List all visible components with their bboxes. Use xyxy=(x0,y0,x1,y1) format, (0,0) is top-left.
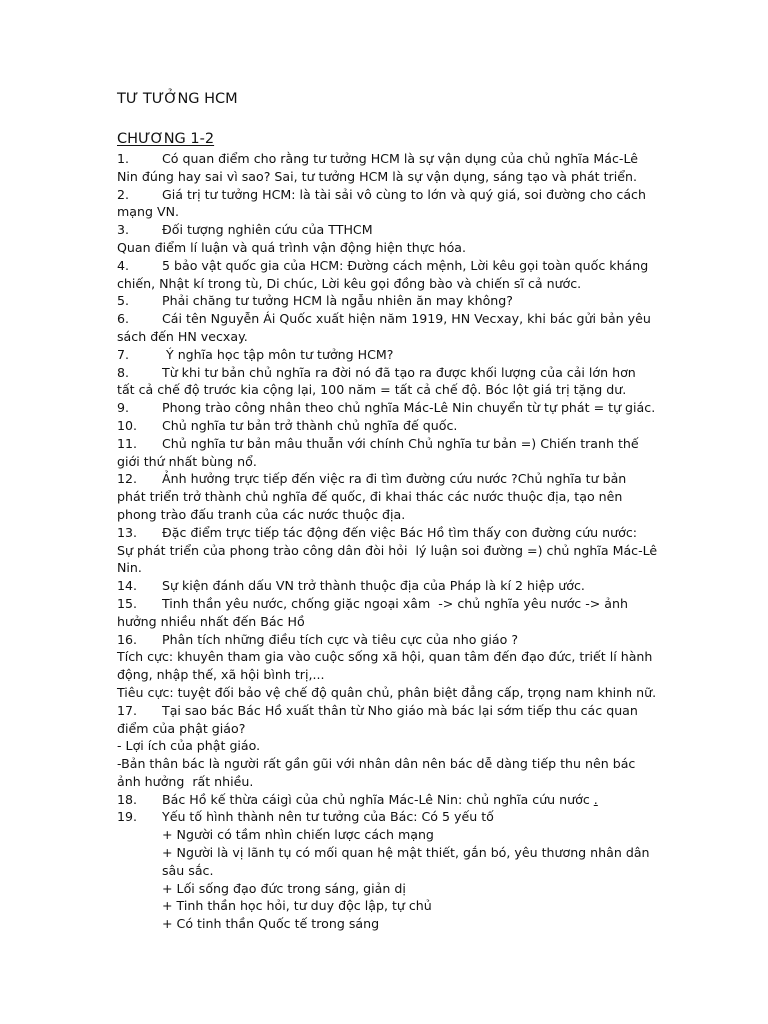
line-text: -Bản thân bác là người rất gần gũi với nhân dân nên bác dễ dàng tiếp thu nên bác xyxy=(117,756,636,772)
item-number: 16. xyxy=(117,631,138,647)
item-number: 15. xyxy=(117,595,138,611)
line-text: Yếu tố hình thành nên tư tưởng của Bác: Có 5 yếu tố xyxy=(162,809,494,825)
line-text: Bác Hồ kế thừa cáigì của chủ nghĩa Mác-Lê Nin: chủ nghĩa cứu nước xyxy=(162,791,594,807)
text-line xyxy=(117,613,657,631)
numbered-item-line xyxy=(117,435,657,453)
numbered-item-line xyxy=(117,292,657,310)
item-number: 19. xyxy=(117,809,138,825)
line-text: Ý nghĩa học tập môn tư tưởng HCM? xyxy=(162,346,394,362)
item-number: 10. xyxy=(117,417,138,433)
numbered-item-line xyxy=(117,524,657,542)
item-number: 7. xyxy=(117,346,130,362)
text-line xyxy=(117,559,657,577)
chapter-heading: CHƯƠNG 1-2 xyxy=(117,131,215,147)
text-line xyxy=(117,506,657,524)
text-line xyxy=(117,862,657,880)
line-text: 5 bảo vật quốc gia của HCM: Đường cách mệnh, Lời kêu gọi toàn quốc kháng xyxy=(162,257,649,273)
line-text: Đối tượng nghiên cứu của TTHCM xyxy=(162,222,373,238)
numbered-item-line xyxy=(117,364,657,382)
text-line xyxy=(117,720,657,738)
document-body xyxy=(117,150,657,933)
document-title: TƯ TƯỞNG HCM xyxy=(117,91,238,107)
text-line xyxy=(117,666,657,684)
item-number: 9. xyxy=(117,400,130,416)
line-text: Nin đúng hay sai vì sao? Sai, tư tưởng HCM là sự vận dụng, sáng tạo và phát triển. xyxy=(117,168,637,184)
text-line xyxy=(117,755,657,773)
item-number: 1. xyxy=(117,151,130,166)
line-text: Tại sao bác Bác Hồ xuất thân từ Nho giáo mà bác lại sớm tiếp thu các quan xyxy=(162,702,638,718)
line-text: Tiêu cực: tuyệt đối bảo vệ chế độ quân chủ, phân biệt đẳng cấp, trọng nam khinh nữ. xyxy=(117,684,657,700)
numbered-item-line xyxy=(117,577,657,595)
line-text: Quan điểm lí luận và quá trình vận động hiện thực hóa. xyxy=(117,239,467,255)
numbered-item-line xyxy=(117,310,657,328)
line-text: Tinh thần yêu nước, chống giặc ngoại xâm -> chủ nghĩa yêu nước -> ảnh xyxy=(162,595,628,611)
line-text: Đặc điểm trực tiếp tác động đến việc Bác Hồ tìm thấy con đường cứu nước: xyxy=(162,524,638,540)
line-text: + Lối sống đạo đức trong sáng, giản dị xyxy=(162,880,406,896)
text-line xyxy=(117,328,657,346)
text-line xyxy=(117,542,657,560)
numbered-item-line xyxy=(117,399,657,417)
line-text: + Có tinh thần Quốc tế trong sáng xyxy=(162,916,380,932)
underlined-trailing-mark: . xyxy=(593,791,598,807)
numbered-item-line xyxy=(117,791,657,809)
text-line xyxy=(117,844,657,862)
line-text: Nin. xyxy=(117,560,142,576)
line-text: ảnh hưởng rất nhiều. xyxy=(117,773,254,789)
line-text: điểm của phật giáo? xyxy=(117,720,246,736)
item-number: 17. xyxy=(117,702,138,718)
numbered-item-line xyxy=(117,595,657,613)
line-text: Phân tích những điều tích cực và tiêu cực của nho giáo ? xyxy=(162,631,519,647)
line-text: Ảnh hưởng trực tiếp đến việc ra đi tìm đường cứu nước ?Chủ nghĩa tư bản xyxy=(162,471,627,487)
text-line xyxy=(117,275,657,293)
line-text: Sự kiện đánh dấu VN trở thành thuộc địa của Pháp là kí 2 hiệp ước. xyxy=(162,578,585,594)
item-number: 5. xyxy=(117,293,130,309)
text-line xyxy=(117,648,657,666)
item-number: 2. xyxy=(117,186,130,202)
numbered-item-line xyxy=(117,150,657,168)
text-line xyxy=(117,826,657,844)
numbered-item-line xyxy=(117,417,657,435)
numbered-item-line xyxy=(117,470,657,488)
text-line xyxy=(117,168,657,186)
item-number: 12. xyxy=(117,471,138,487)
item-number: 11. xyxy=(117,435,138,451)
text-line xyxy=(117,239,657,257)
numbered-item-line xyxy=(117,346,657,364)
text-line xyxy=(117,880,657,898)
line-text: Giá trị tư tưởng HCM: là tài sải vô cùng to lớn và quý giá, soi đường cho cách xyxy=(162,186,646,202)
line-text: Tích cực: khuyên tham gia vào cuộc sống xã hội, quan tâm đến đạo đức, triết lí hành xyxy=(117,649,653,665)
text-line xyxy=(117,453,657,471)
line-text: Chủ nghĩa tư bản mâu thuẫn với chính Chủ nghĩa tư bản =) Chiến tranh thế xyxy=(162,435,639,451)
text-line xyxy=(117,737,657,755)
item-number: 18. xyxy=(117,791,138,807)
text-line xyxy=(117,897,657,915)
line-text: tất cả chế độ trước kia cộng lại, 100 năm = tất cả chế độ. Bóc lột giá trị tặng dư. xyxy=(117,382,627,398)
line-text: + Người có tầm nhìn chiến lược cách mạng xyxy=(162,827,434,843)
line-text: - Lợi ích của phật giáo. xyxy=(117,738,261,754)
numbered-item-line xyxy=(117,631,657,649)
line-text: + Người là vị lãnh tụ có mối quan hệ mật thiết, gắn bó, yêu thương nhân dân xyxy=(162,845,650,861)
line-text: Cái tên Nguyễn Ái Quốc xuất hiện năm 1919, HN Vecxay, khi bác gửi bản yêu xyxy=(162,311,651,327)
line-text: mạng VN. xyxy=(117,204,180,220)
text-line xyxy=(117,203,657,221)
line-text: + Tinh thần học hỏi, tư duy độc lập, tự chủ xyxy=(162,898,432,914)
text-line xyxy=(117,773,657,791)
text-line xyxy=(117,684,657,702)
item-number: 6. xyxy=(117,311,130,327)
line-text: Có quan điểm cho rằng tư tưởng HCM là sự vận dụng của chủ nghĩa Mác-Lê xyxy=(162,151,639,166)
line-text: sách đến HN vecxay. xyxy=(117,328,248,344)
item-number: 4. xyxy=(117,257,130,273)
item-number: 14. xyxy=(117,578,138,594)
line-text: Chủ nghĩa tư bản trở thành chủ nghĩa đế quốc. xyxy=(162,417,458,433)
text-line xyxy=(117,488,657,506)
item-number: 13. xyxy=(117,524,138,540)
line-text: phong trào đấu tranh của các nước thuộc địa. xyxy=(117,506,406,522)
numbered-item-line xyxy=(117,186,657,204)
numbered-item-line xyxy=(117,257,657,275)
line-text: Sự phát triển của phong trào công dân đòi hỏi lý luận soi đường =) chủ nghĩa Mác-Lê xyxy=(117,542,658,558)
line-text: chiến, Nhật kí trong tù, Di chúc, Lời kêu gọi đồng bào và chiến sĩ cả nước. xyxy=(117,275,582,291)
line-text: hưởng nhiều nhất đến Bác Hồ xyxy=(117,613,305,629)
item-number: 3. xyxy=(117,222,130,238)
line-text: động, nhập thế, xã hội bình trị,... xyxy=(117,667,325,683)
line-text: giới thứ nhất bùng nổ. xyxy=(117,453,257,469)
line-text: phát triển trở thành chủ nghĩa đế quốc, đi khai thác các nước thuộc địa, tạo nên xyxy=(117,489,623,505)
numbered-item-line xyxy=(117,808,657,826)
numbered-item-line xyxy=(117,221,657,239)
line-text: sâu sắc. xyxy=(162,862,214,878)
line-text: Từ khi tư bản chủ nghĩa ra đời nó đã tạo ra được khối lượng của cải lớn hơn xyxy=(162,364,636,380)
line-text: Phong trào công nhân theo chủ nghĩa Mác-Lê Nin chuyển từ tự phát = tự giác. xyxy=(162,400,656,416)
line-text: Phải chăng tư tưởng HCM là ngẫu nhiên ăn may không? xyxy=(162,293,513,309)
item-number: 8. xyxy=(117,364,130,380)
text-line xyxy=(117,381,657,399)
numbered-item-line xyxy=(117,702,657,720)
text-line xyxy=(117,915,657,933)
